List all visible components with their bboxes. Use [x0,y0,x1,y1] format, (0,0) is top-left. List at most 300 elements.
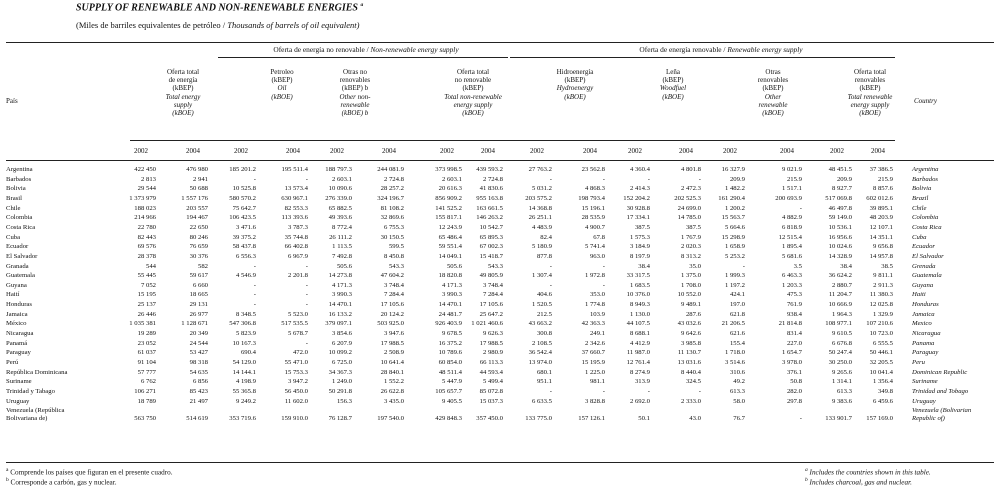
table-cell: 60 854.0 [438,359,462,366]
table-cell: 16 375.2 [438,339,462,347]
table-row [6,349,996,357]
table-cell: 2 880.7 [831,281,852,289]
table-cell: 349.8 [877,387,893,395]
table-cell: 1 128 671 [181,320,208,328]
column-header-es: Otras renovables (kBEP) [757,68,789,93]
table-cell: 4 198.9 [235,378,256,386]
table-cell: 1 373 979 [129,194,156,202]
table-cell: 13 573.4 [284,185,308,193]
table-cell: 11 987.0 [626,349,650,357]
country-name-en: Chile [912,204,927,212]
country-name-es: República Dominicana [6,368,68,376]
table-cell: 379 097.1 [325,320,352,328]
table-cell: 58.0 [733,397,745,405]
table-cell: 424.1 [729,291,745,299]
table-cell: 11 602.0 [284,397,308,405]
table-cell: 20 124.2 [380,310,404,318]
table-row [6,282,996,290]
footnote-a-es: $^a$ Comprende los países que figuran en el presente cuadro. [6,467,173,477]
year-header: 2002 [628,147,642,155]
table-cell: 2 603.1 [331,175,352,183]
country-name-en: Costa Rica [912,223,942,231]
table-row [6,378,996,386]
table-cell: - [602,387,605,395]
country-name-es: Guatemala [6,272,35,280]
table-cell: 2 724.8 [482,175,503,183]
country-name-en: Bolivia [912,185,932,193]
table-cell: 214 966 [134,214,156,222]
table-cell: 28 257.2 [380,185,404,193]
table-cell: 357 450.0 [476,414,503,422]
table-cell: 32 869.6 [380,214,404,222]
table-cell: 155.4 [729,339,745,347]
table-cell: 9 489.1 [680,301,701,309]
table-cell: 28 378 [137,252,156,260]
table-cell: 55 471.0 [284,359,308,366]
country-name-en: Paraguay [912,349,939,357]
table-cell: 14 957.8 [869,252,893,260]
table-cell: 3 854.6 [331,330,352,338]
table-cell: 38.5 [881,262,893,270]
table-cell: - [647,175,650,183]
column-header-6 [628,68,718,101]
country-name-es: Guyana [6,281,27,289]
table-cell: 3.5 [793,262,802,270]
table-cell: 61 037 [137,349,156,357]
table-cell: 13 031.6 [677,359,701,366]
table-cell: 505.6 [446,262,462,270]
table-cell: 82 443 [137,233,156,241]
table-row [6,205,996,213]
table-cell: 4 868.3 [584,185,605,193]
table-cell: - [253,301,256,309]
table-cell: 503 925.0 [377,320,404,328]
table-cell: 14 328.9 [828,252,852,260]
table-cell: 98 318 [189,359,208,366]
table-cell: 6 207.9 [331,339,352,347]
country-name-es: Brasil [6,194,22,202]
column-header-en: Total non-renewable energy supply (kBOE) [444,92,502,118]
table-cell: 297.8 [786,397,802,405]
year-header: 2002 [830,147,844,155]
column-header-en: Total renewable energy supply (kBOE) [847,92,893,118]
table-cell: 133 775.0 [525,414,552,422]
table-cell: 108 977.1 [825,320,852,328]
country-name-es: El Salvador [6,252,38,260]
table-cell: 680.1 [536,368,552,376]
year-header: 2004 [286,147,300,155]
column-header-es: Petroleo (kBEP) [270,68,294,85]
table-cell: 877.8 [536,252,552,260]
table-cell: 1 520.5 [531,301,552,309]
column-header-3 [310,68,400,117]
nonrenewable-group-rule [218,57,508,58]
table-cell: 36 542.4 [528,349,552,357]
table-cell: 514 619 [186,414,208,422]
country-name-es: Suriname [6,378,32,386]
table-cell: 926 403.9 [435,320,462,328]
table-cell: 1 895.4 [781,243,802,251]
table-cell: 146 263.2 [476,214,503,222]
table-cell: 8 688.1 [629,330,650,338]
table-cell: 5 678.7 [287,330,308,338]
table-row [6,234,996,242]
table-cell: 48 203.9 [869,214,893,222]
table-cell: 4 171.3 [441,281,462,289]
table-cell: 5 253.2 [724,252,745,260]
table-cell: 82 553.3 [284,204,308,212]
column-header-es: Otras no renovables (kBEP) b [339,68,371,93]
table-cell: 4 882.9 [781,214,802,222]
table-cell: 580 570.2 [229,194,256,202]
table-cell: 105 657.7 [435,387,462,395]
table-cell: 831.4 [786,330,802,338]
table-cell: 57 777 [137,368,156,376]
table-cell: 48 511.4 [438,368,462,376]
table-cell: 20 349 [189,330,208,338]
table-cell: 58 437.8 [232,243,256,251]
table-cell: 310.6 [729,368,745,376]
table-cell: 1 964.3 [831,310,852,318]
table-cell: 27 763.2 [528,166,552,173]
table-cell: 5 664.6 [724,223,745,231]
table-cell: 2 911.3 [873,281,893,289]
table-cell: 202 525.3 [674,194,701,202]
table-cell: 21 497 [189,397,208,405]
table-row [6,185,996,193]
country-name-es: Granada [6,262,29,270]
table-cell: 46 497.8 [828,204,852,212]
table-cell: 4 900.7 [584,223,605,231]
table-cell: - [549,281,552,289]
table-cell: 10 041.4 [869,368,893,376]
table-cell: - [305,291,308,299]
table-cell: 35 744.8 [284,233,308,241]
bottom-rule [6,462,994,463]
table-cell: 1 203.3 [781,281,802,289]
table-cell: 113 393.6 [281,214,308,222]
table-cell: 66 113.3 [479,359,503,366]
table-cell: - [602,262,605,270]
table-cell: 1 718.0 [724,349,745,357]
table-cell: 14 273.8 [328,272,352,280]
table-cell: 161 290.4 [718,194,745,202]
table-cell: 3 514.6 [724,359,745,366]
table-cell: 287.6 [685,310,701,318]
table-cell: 16 956.6 [828,233,852,241]
table-cell: 14 785.0 [677,214,701,222]
table-cell: 37 386.5 [869,166,893,173]
table-cell: 14 470.1 [438,301,462,309]
country-name-en: Cuba [912,233,927,241]
table-cell: 2 342.6 [584,339,605,347]
table-cell: 955 163.8 [476,194,503,202]
year-rule [6,160,994,161]
table-cell: 17 988.5 [380,339,404,347]
table-cell: 197.0 [729,301,745,309]
table-cell: 59 149.0 [828,214,852,222]
table-cell: 1 999.3 [724,272,745,280]
column-header-8 [825,68,915,117]
table-cell: 188 023 [134,204,156,212]
table-cell: 324.5 [685,378,701,386]
table-cell: 1 356.4 [872,378,893,386]
table-cell: 1 130.0 [629,310,650,318]
table-cell: 43 032.6 [677,320,701,328]
country-name-es: Ecuador [6,243,29,251]
table-cell: 690.4 [240,349,256,357]
table-cell: 5 523.0 [287,310,308,318]
table-cell: 3 978.0 [781,359,802,366]
column-header-4 [428,68,518,117]
table-cell: 387.5 [685,223,701,231]
year-header: 2004 [871,147,885,155]
table-cell: 23 562.8 [581,166,605,173]
table-cell: 1 654.7 [781,349,802,357]
table-cell: - [549,175,552,183]
column-header-en: Other non- renewable (kBOE) b [339,92,371,118]
table-cell: 6 762 [140,378,156,386]
table-cell: 951.1 [536,378,552,386]
table-cell: 17 988.5 [479,339,503,347]
header-rule [130,140,895,141]
country-es-header: País [6,97,18,105]
table-cell: 5 741.4 [584,243,605,251]
table-cell: 24 481.7 [438,310,462,318]
table-cell: 29 131 [189,301,208,309]
table-cell: - [799,204,802,212]
table-cell: 563 750 [134,414,156,422]
table-row [6,398,996,406]
table-cell: 19 289 [137,330,156,338]
table-cell: 2 941 [192,175,208,183]
table-cell: 107 210.6 [866,320,893,328]
table-cell: 157 169.0 [866,414,893,422]
table-cell: 198 793.4 [578,194,605,202]
table-cell: 6 676.8 [831,339,852,347]
footnote-b-es: $^b$ Corresponde a carbón, gas y nuclear. [6,477,117,487]
table-cell: 6 660 [192,281,208,289]
table-cell: 8 440.4 [680,368,701,376]
table-cell: 472.0 [292,349,308,357]
table-row [6,263,996,271]
table-cell: 42 363.3 [581,320,605,328]
table-cell: 8 927.7 [831,185,852,193]
table-cell: 8 949.3 [629,301,650,309]
table-cell: 6 856 [192,378,208,386]
country-name-en: Colombia [912,214,939,222]
table-cell: 141 525.2 [435,204,462,212]
table-cell: 938.4 [786,310,802,318]
table-cell: 22 780 [137,223,156,231]
table-cell: 1 021 460.6 [471,320,503,328]
table-cell: 856 909.2 [435,194,462,202]
table-cell: 67.8 [593,233,605,241]
table-cell: 3 947.6 [383,330,404,338]
country-name-es: Uruguay [6,397,30,405]
country-name-en: Venezuela (Bolivarian Republic of) [912,407,972,422]
table-cell: 10 525.8 [232,185,256,193]
table-cell: 621.6 [729,330,745,338]
table-cell: 76 659 [189,243,208,251]
table-cell: 30 928.8 [626,204,650,212]
table-cell: 1 517.1 [781,185,802,193]
table-cell: 197 540.0 [377,414,404,422]
table-cell: 32 205.5 [869,359,893,366]
table-cell: 5 031.2 [531,185,552,193]
table-cell: 44 107.5 [626,320,650,328]
country-name-en: Argentina [912,166,939,173]
country-name-es: Jamaica [6,310,28,318]
table-cell: - [549,262,552,270]
table-cell: 2 508.9 [383,349,404,357]
table-cell: 10 536.1 [828,223,852,231]
table-cell: 404.6 [536,291,552,299]
table-cell: 16 133.2 [328,310,352,318]
table-cell: 10 666.9 [828,301,852,309]
top-rule [6,42,994,43]
table-cell: 1 249.0 [331,378,352,386]
table-cell: 7 052 [140,281,156,289]
table-cell: 14 351.1 [869,233,893,241]
table-cell: 963.0 [589,252,605,260]
column-header-en: Woodfuel (kBOE) [659,84,687,101]
table-cell: 10 723.0 [869,330,893,338]
table-row [6,243,996,251]
table-cell: 1 482.2 [724,185,745,193]
table-cell: 7 492.8 [331,252,352,260]
table-cell: - [602,175,605,183]
country-name-en: Brazil [912,194,929,202]
table-cell: 2 692.0 [629,397,650,405]
table-cell: 1 314.1 [831,378,852,386]
table-cell: 7 284.4 [482,291,503,299]
table-cell: - [253,281,256,289]
table-cell: 9 642.6 [680,330,701,338]
table-cell: 439 593.2 [476,166,503,173]
year-header: 2002 [723,147,737,155]
table-cell: 26 111.2 [329,233,352,241]
table-cell: 10 099.2 [328,349,352,357]
table-cell: 15 037.3 [479,397,503,405]
table-cell: 9 678.5 [441,330,462,338]
table-cell: 65 882.5 [328,204,352,212]
column-header-es: Oferta total de energía (kBEP) [166,68,200,93]
country-name-en: Suriname [912,378,938,386]
table-cell: 54 129.0 [232,359,256,366]
table-cell: 6 755.3 [383,223,404,231]
table-subtitle: (Miles de barriles equivalentes de petróleo / Thousands of barrels of oil equivalent) [76,20,360,30]
table-cell: 15 563.7 [721,214,745,222]
table-cell: 28 535.9 [581,214,605,222]
table-cell: - [305,339,308,347]
table-cell: 67 002.3 [479,243,503,251]
table-cell: 761.9 [786,301,802,309]
table-cell: 17 105.6 [479,301,503,309]
table-cell: 23 052 [137,339,156,347]
table-cell: 6 967.9 [287,252,308,260]
table-cell: 215.9 [877,175,893,183]
table-cell: 3 990.3 [331,291,352,299]
country-name-en: Guatemala [912,272,942,280]
table-cell: 38.4 [840,262,852,270]
table-cell: 4 171.3 [331,281,352,289]
table-cell: 13 974.0 [528,359,552,366]
table-cell: 29 544 [137,185,156,193]
country-name-es: Cuba [6,233,21,241]
year-header: 2004 [186,147,200,155]
table-cell: 49 393.6 [328,214,352,222]
table-cell: 59 617 [189,272,208,280]
table-cell: 30 150.5 [380,233,404,241]
table-cell: 621.8 [729,310,745,318]
table-cell: 1 767.9 [680,233,701,241]
table-cell: 15 195 [137,291,156,299]
table-cell: 59 551.4 [438,243,462,251]
table-cell: 1 575.3 [629,233,650,241]
column-header-es: Oferta total no renovable (kBEP) [454,68,492,93]
table-cell: 1 113.5 [332,243,352,251]
table-cell: 156.3 [336,397,352,405]
table-cell: 4 801.8 [680,166,701,173]
year-header: 2002 [330,147,344,155]
table-cell: 8 772.4 [331,223,352,231]
table-cell: 10 024.6 [828,243,852,251]
table-cell: 6 556.3 [235,252,256,260]
country-name-en: Haiti [912,291,926,299]
country-name-en: Trinidad and Tobago [912,387,969,395]
table-cell: 8 313.2 [680,252,701,260]
table-cell: 75 642.7 [232,204,256,212]
table-row [6,195,996,203]
table-cell: 26 622.8 [380,387,404,395]
table-cell: 14 144.1 [232,368,256,376]
table-cell: 21 814.8 [778,320,802,328]
table-cell: 3 947.2 [287,378,308,386]
table-cell: 9 610.5 [831,330,852,338]
table-row [6,311,996,319]
table-cell: 475.3 [786,291,802,299]
year-header: 2004 [679,147,693,155]
table-cell: - [253,175,256,183]
year-header: 2004 [382,147,396,155]
table-row [6,301,996,309]
table-cell: 9 405.5 [441,397,462,405]
table-cell: 227.0 [786,339,802,347]
table-cell: 1 774.8 [584,301,605,309]
table-cell: 1 200.2 [724,204,745,212]
table-cell: 56 450.0 [284,387,308,395]
table-cell: 2 201.8 [287,272,308,280]
table-cell: - [549,387,552,395]
table-cell: 66 402.8 [284,243,308,251]
table-cell: 163 661.5 [476,204,503,212]
country-name-en: Uruguay [912,397,936,405]
table-cell: 1 035 381 [129,320,156,328]
table-cell: 14 368.8 [528,204,552,212]
table-cell: - [602,281,605,289]
table-cell: 44 593.4 [479,368,503,376]
table-cell: 3 435.0 [383,397,404,405]
table-cell: 30 376 [189,252,208,260]
table-title: SUPPLY OF RENEWABLE AND NON-RENEWABLE ENERGIES $^a$ [76,2,364,14]
country-name-es: Haití [6,291,20,299]
table-cell: 103.9 [589,310,605,318]
table-cell: 6 725.0 [331,359,352,366]
table-cell: 630 967.1 [281,194,308,202]
table-cell: 194 467 [186,214,208,222]
table-cell: 1 307.4 [531,272,552,280]
